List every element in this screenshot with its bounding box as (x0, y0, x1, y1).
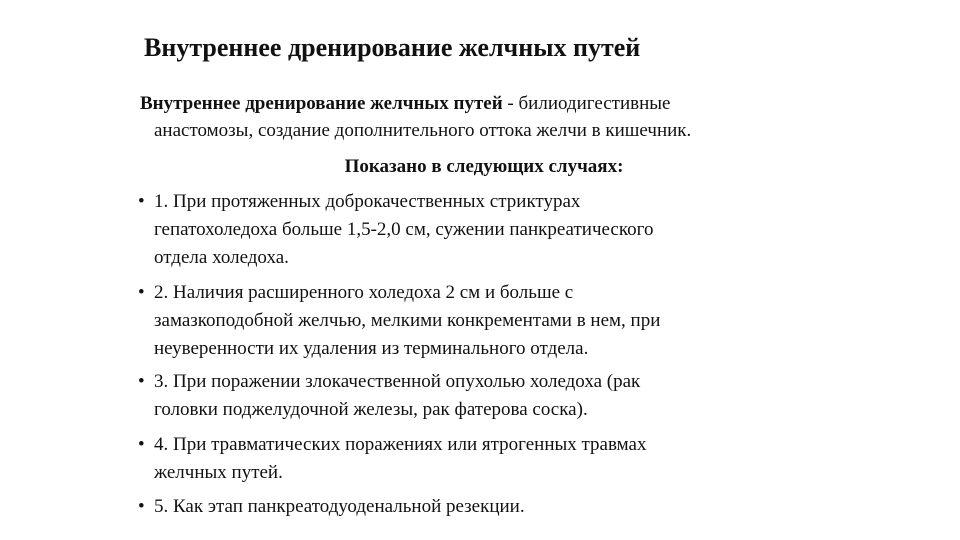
indication-4-line-2: желчных путей. (154, 462, 283, 483)
bullet-icon: • (138, 371, 145, 392)
indication-item-3 (138, 368, 838, 424)
intro-line-1 (138, 90, 838, 117)
indication-4-line-1: 4. При травматических поражениях или ятрогенных травмах (154, 434, 647, 455)
indication-2-line-1: 2. Наличия расширенного холедоха 2 см и больше с (154, 282, 574, 303)
indication-item-5 (138, 493, 838, 521)
bullet-icon: • (138, 282, 145, 303)
indication-1-line-1: 1. При протяженных доброкачественных стриктурах (154, 191, 581, 212)
indication-2-line-3: неуверенности их удаления из терминального отдела. (154, 338, 589, 359)
indications-heading: Показано в следующих случаях: (344, 156, 624, 177)
indication-item-2 (138, 279, 838, 363)
intro-definition-start: - билиодигестивные (502, 93, 671, 114)
intro-bold-term: Внутреннее дренирование желчных путей (140, 93, 503, 114)
bullet-icon: • (138, 496, 145, 517)
indication-3-line-2: головки поджелудочной железы, рак фатерова соска). (154, 399, 588, 420)
indication-2-line-2: замазкоподобной желчью, мелкими конкрементами в нем, при (154, 310, 661, 331)
indication-5-line-1: 5. Как этап панкреатодуоденальной резекции. (154, 496, 525, 517)
indication-1-line-2: гепатохоледоха больше 1,5-2,0 см, сужении панкреатического (154, 219, 654, 240)
intro-paragraph (138, 90, 838, 144)
indication-item-1 (138, 188, 838, 272)
slide-title: Внутреннее дренирование желчных путей (144, 33, 641, 62)
bullet-icon: • (138, 191, 145, 212)
indication-1-line-3: отдела холедоха. (154, 247, 289, 268)
intro-line-2: анастомозы, создание дополнительного оттока желчи в кишечник. (154, 120, 692, 141)
indication-3-line-1: 3. При поражении злокачественной опухолью холедоха (рак (154, 371, 641, 392)
indication-item-4 (138, 431, 838, 487)
indications-list (138, 188, 838, 521)
bullet-icon: • (138, 434, 145, 455)
